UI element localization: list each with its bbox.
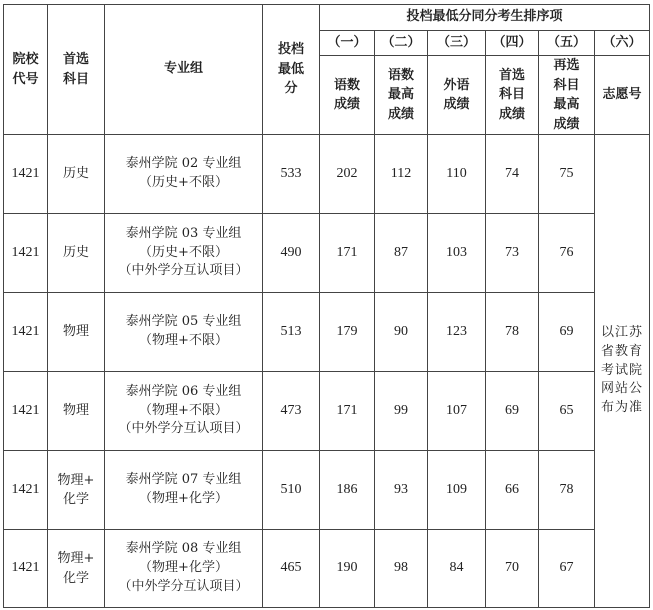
cell-chinese-math: 171: [320, 214, 375, 293]
cell-school-code: 1421: [4, 372, 48, 451]
cell-primary-subject: 66: [486, 451, 539, 530]
cell-min-score: 533: [263, 135, 320, 214]
tie-item-label-2: 语数 最高 成绩: [375, 56, 428, 135]
cell-min-score: 510: [263, 451, 320, 530]
tie-item-num-4: （四）: [486, 31, 539, 56]
cell-chinese-math-max: 87: [375, 214, 428, 293]
cell-chinese-math-max: 112: [375, 135, 428, 214]
tie-item-label-1: 语数 成绩: [320, 56, 375, 135]
cell-note: 以江苏 省教育 考试院 网站公 布为准: [595, 135, 650, 608]
tie-item-num-5: （五）: [539, 31, 595, 56]
cell-group: 泰州学院 08 专业组 （物理+化学） （中外学分互认项目）: [105, 530, 263, 608]
cell-chinese-math: 202: [320, 135, 375, 214]
cell-school-code: 1421: [4, 293, 48, 372]
cell-group: 泰州学院 06 专业组 （物理+不限） （中外学分互认项目）: [105, 372, 263, 451]
table-row: [4, 135, 650, 214]
table-row: [4, 214, 650, 293]
cell-foreign-language: 103: [428, 214, 486, 293]
cell-school-code: 1421: [4, 451, 48, 530]
header-group: 专业组: [105, 5, 263, 135]
cell-chinese-math-max: 90: [375, 293, 428, 372]
cell-subject: 历史: [48, 214, 105, 293]
header-subject: 首选 科目: [48, 5, 105, 135]
cell-primary-subject: 70: [486, 530, 539, 608]
cell-min-score: 490: [263, 214, 320, 293]
cell-foreign-language: 84: [428, 530, 486, 608]
cell-chinese-math-max: 99: [375, 372, 428, 451]
cell-foreign-language: 107: [428, 372, 486, 451]
table-row: [4, 451, 650, 530]
cell-chinese-math: 186: [320, 451, 375, 530]
cell-group: 泰州学院 02 专业组 （历史+不限）: [105, 135, 263, 214]
cell-elective-max: 69: [539, 293, 595, 372]
cell-chinese-math: 190: [320, 530, 375, 608]
cell-subject: 物理: [48, 372, 105, 451]
header-row-1: [4, 5, 650, 31]
cell-group: 泰州学院 07 专业组 （物理+化学）: [105, 451, 263, 530]
cell-subject: 历史: [48, 135, 105, 214]
cell-primary-subject: 73: [486, 214, 539, 293]
cell-foreign-language: 109: [428, 451, 486, 530]
cell-min-score: 465: [263, 530, 320, 608]
tie-item-label-6: 志愿号: [595, 56, 650, 135]
tie-item-num-6: （六）: [595, 31, 650, 56]
cell-foreign-language: 110: [428, 135, 486, 214]
cell-elective-max: 67: [539, 530, 595, 608]
cell-group: 泰州学院 05 专业组 （物理+不限）: [105, 293, 263, 372]
tie-item-num-2: （二）: [375, 31, 428, 56]
header-min-score: 投档 最低 分: [263, 5, 320, 135]
cell-foreign-language: 123: [428, 293, 486, 372]
table-row: [4, 530, 650, 608]
cell-subject: 物理+ 化学: [48, 451, 105, 530]
cell-school-code: 1421: [4, 530, 48, 608]
header-tie-break-title: 投档最低分同分考生排序项: [320, 5, 650, 31]
cell-chinese-math-max: 98: [375, 530, 428, 608]
cell-school-code: 1421: [4, 135, 48, 214]
table-row: [4, 293, 650, 372]
cell-school-code: 1421: [4, 214, 48, 293]
cell-elective-max: 65: [539, 372, 595, 451]
cell-primary-subject: 78: [486, 293, 539, 372]
tie-item-label-5: 再选 科目 最高 成绩: [539, 56, 595, 135]
cell-chinese-math: 179: [320, 293, 375, 372]
cell-min-score: 473: [263, 372, 320, 451]
cell-subject: 物理: [48, 293, 105, 372]
tie-item-label-3: 外语 成绩: [428, 56, 486, 135]
cell-primary-subject: 69: [486, 372, 539, 451]
cell-elective-max: 75: [539, 135, 595, 214]
cell-group: 泰州学院 03 专业组 （历史+不限） （中外学分互认项目）: [105, 214, 263, 293]
tie-item-label-4: 首选 科目 成绩: [486, 56, 539, 135]
header-school-code: 院校 代号: [4, 5, 48, 135]
cell-primary-subject: 74: [486, 135, 539, 214]
tie-item-num-1: （一）: [320, 31, 375, 56]
cell-chinese-math-max: 93: [375, 451, 428, 530]
cell-elective-max: 76: [539, 214, 595, 293]
cell-elective-max: 78: [539, 451, 595, 530]
cell-chinese-math: 171: [320, 372, 375, 451]
cell-min-score: 513: [263, 293, 320, 372]
table-row: [4, 372, 650, 451]
tie-item-num-3: （三）: [428, 31, 486, 56]
admission-score-table: [3, 4, 650, 608]
cell-subject: 物理+ 化学: [48, 530, 105, 608]
